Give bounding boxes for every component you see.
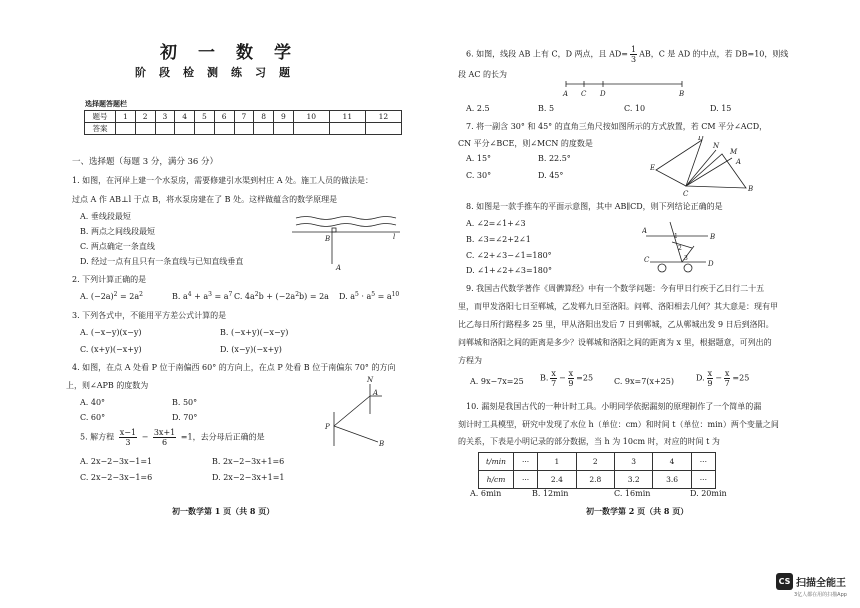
answer-card-header-row <box>85 111 402 123</box>
answer-box[interactable] <box>329 123 365 135</box>
q2-option-a: A. $(-2a)^2 = 2a^2$ <box>80 291 143 301</box>
table-cell: 2.4 <box>538 471 576 489</box>
answer-card-cell: 9 <box>274 111 294 123</box>
q8-option-c: C. ∠2+∠3−∠1=180° <box>466 251 552 260</box>
q3-option-d: D. (x−y)(−x+y) <box>220 345 282 354</box>
table-cell: 3.2 <box>614 471 652 489</box>
fig-label-a: A <box>373 389 379 397</box>
segment-figure <box>556 78 696 98</box>
answer-card-cell: 1 <box>116 111 136 123</box>
q10-line1: 10. 漏刻是我国古代的一种计时工具。小明同学依据漏刻的原理制作了一个简单的漏 <box>466 402 762 411</box>
q9-line3: 比乙每日所行路程多 25 里，甲从洛阳出发后 7 日到郸城，乙从郸城出发 9 日后到洛阳。 <box>458 320 774 329</box>
table-cell: t/min <box>479 453 514 471</box>
q3-option-a: A. (−x−y)(x−y) <box>80 328 142 337</box>
answer-card-cell: 11 <box>329 111 365 123</box>
scanner-logo: CS <box>776 573 793 590</box>
q7-line1: 7. 将一副含 30° 和 45° 的直角三角尺按如图所示的方式放置，若 CM 平分∠ACD， <box>466 122 768 131</box>
q1-option-c: C. 两点确定一条直线 <box>80 242 155 251</box>
q9-option-d: D. $\frac{x}{9}$ − $\frac{x}{7}$ =25 <box>696 369 750 388</box>
fig-label-m: M <box>730 148 738 156</box>
answer-card-cell: 3 <box>155 111 175 123</box>
q9-line4: 问郸城和洛阳之间的距离是多少？设郸城和洛阳之间的距离为 x 里，根据题意，可列出的 <box>458 338 772 347</box>
q10-option-d: D. 20min <box>690 489 727 498</box>
fig-label-2: 2 <box>678 245 682 252</box>
fig-label-b: B <box>325 235 331 243</box>
q5-option-c: C. 2x−2−3x−1=6 <box>80 473 153 482</box>
table-cell: ··· <box>514 453 538 471</box>
answer-card-cell: 7 <box>234 111 254 123</box>
answer-card-cell: 10 <box>293 111 329 123</box>
fig-label-1: 1 <box>674 233 678 240</box>
q2-stem: 2. 下列计算正确的是 <box>72 275 147 284</box>
q3-stem: 3. 下列各式中，不能用平方差公式计算的是 <box>72 311 227 320</box>
scanner-app-name: 扫描全能王 <box>796 578 846 589</box>
fig-label-b: B <box>679 90 685 98</box>
q8-option-a: A. ∠2=∠1+∠3 <box>466 219 526 228</box>
q5-option-d: D. 2x−2−3x+1=1 <box>212 473 285 482</box>
fig-label-b: B <box>748 185 754 193</box>
q10-line2: 刻计时工具模型，研究中发现了水位 h（单位：cm）和时间 t（单位：min）两个变量之间 <box>458 420 779 429</box>
q7-option-c: C. 30° <box>466 171 492 180</box>
answer-card-cell: 6 <box>214 111 234 123</box>
q4-line2: 上，则∠APB 的度数为 <box>66 381 149 390</box>
q9-line1: 9. 我国古代数学著作《周髀算经》中有一个数学问题：今有甲日行疾于乙日行二十五 <box>466 284 765 293</box>
answer-box[interactable] <box>155 123 175 135</box>
q5-option-b: B. 2x−2−3x+1=6 <box>212 457 285 466</box>
answer-box[interactable] <box>214 123 234 135</box>
river-figure <box>292 212 404 272</box>
q7-line2: CN 平分∠BCE，则∠MCN 的度数是 <box>458 139 593 148</box>
table-row <box>479 471 716 489</box>
table-cell: 4 <box>653 453 691 471</box>
fig-label-a: A <box>563 90 569 98</box>
answer-box[interactable] <box>135 123 155 135</box>
answer-box[interactable] <box>175 123 195 135</box>
q1-option-a: A. 垂线段最短 <box>80 212 131 221</box>
page-title: 初 一 数 学 <box>160 43 293 63</box>
q3-option-b: B. (−x+y)(−x−y) <box>220 328 289 337</box>
table-cell: h/cm <box>479 471 514 489</box>
fig-label-a: A <box>736 158 742 166</box>
q6-line1: 6. 如图，线段 AB 上有 C，D 两点，且 AD= $\frac{1}{3}$ AB，C 是 AD 的中点，若 DB=10，则线 <box>466 45 789 64</box>
cart-figure <box>642 218 722 278</box>
fig-label-d: D <box>600 90 606 98</box>
fig-label-c: C <box>644 256 650 264</box>
q9-option-b: B. $\frac{x}{7}$ − $\frac{x}{9}$ =25 <box>540 369 594 388</box>
q8-option-b: B. ∠3=∠2+2∠1 <box>466 235 531 244</box>
q3-option-c: C. (x+y)(−x+y) <box>80 345 142 354</box>
answer-box[interactable] <box>116 123 136 135</box>
q2-option-b: B. $a^4 + a^3 = a^7$ <box>172 291 233 301</box>
q10-option-b: B. 12min <box>532 489 569 498</box>
table-row <box>479 453 716 471</box>
q9-line5: 方程为 <box>458 356 482 365</box>
fig-label-a: A <box>336 264 342 272</box>
q7-option-a: A. 15° <box>466 154 492 163</box>
q4-option-a: A. 40° <box>80 398 106 407</box>
q9-option-c: C. 9x=7(x+25) <box>614 377 674 386</box>
fig-label-b: B <box>379 440 385 448</box>
q4-option-c: C. 60° <box>80 413 106 422</box>
answer-card-label: 选择题答题栏 <box>85 99 127 108</box>
q4-line1: 4. 如图，在点 A 处看 P 位于南偏西 60° 的方向上，在点 P 处看 B 位于南偏东 70° 的方向 <box>72 363 396 372</box>
table-cell: 2.8 <box>576 471 614 489</box>
q8-option-d: D. ∠1+∠2+∠3=180° <box>466 266 552 275</box>
answer-box[interactable] <box>293 123 329 135</box>
answer-box[interactable] <box>365 123 401 135</box>
q7-option-d: D. 45° <box>538 171 564 180</box>
answer-card-table <box>84 110 402 135</box>
table-cell: 3.6 <box>653 471 691 489</box>
fig-label-b: B <box>710 233 716 241</box>
section-heading: 一、选择题（每题 3 分，满分 36 分） <box>72 157 219 167</box>
scanner-tagline: 3亿人都在用的扫描App <box>794 592 847 598</box>
answer-box[interactable] <box>234 123 254 135</box>
q2-option-c: C. $4a^2b + (-2a^2b) = 2a$ <box>234 291 329 301</box>
table-cell: ··· <box>691 471 715 489</box>
scanner-watermark <box>776 572 856 602</box>
answer-card-cell: 答案 <box>85 123 116 135</box>
data-table <box>478 452 716 489</box>
answer-card-answer-row <box>85 123 402 135</box>
q10-option-c: C. 16min <box>614 489 651 498</box>
page-footer: 初一数学第 1 页（共 8 页） <box>172 506 275 516</box>
fig-label-d: D <box>698 136 704 142</box>
q10-line3: 的关系，下表是小明记录的部分数据，当 h 为 10cm 时，对应的时间 t 为 <box>458 437 720 446</box>
q1-option-b: B. 两点之间线段最短 <box>80 227 155 236</box>
q6-option-b: B. 5 <box>538 104 555 113</box>
answer-card-cell: 4 <box>175 111 195 123</box>
answer-box[interactable] <box>195 123 215 135</box>
answer-card-cell: 12 <box>365 111 401 123</box>
q6-option-a: A. 2.5 <box>466 104 490 113</box>
table-cell: 2 <box>576 453 614 471</box>
q6-option-c: C. 10 <box>624 104 646 113</box>
table-cell: ··· <box>514 471 538 489</box>
answer-card-cell: 2 <box>135 111 155 123</box>
fig-label-d: D <box>708 260 714 268</box>
triangle-figure <box>650 136 760 198</box>
fig-label-3: 3 <box>684 255 688 262</box>
fig-label-e: E <box>650 164 656 172</box>
q9-line2: 里，而甲发洛阳七日至郸城，乙发郸九日至洛阳。问郸、洛阳相去几何？其大意是：现有甲 <box>458 302 778 311</box>
q5-option-a: A. 2x−2−3x−1=1 <box>80 457 153 466</box>
answer-box[interactable] <box>274 123 294 135</box>
direction-figure <box>318 374 390 454</box>
q4-option-d: D. 70° <box>172 413 198 422</box>
fig-label-a: A <box>642 227 648 235</box>
table-cell: 3 <box>614 453 652 471</box>
answer-box[interactable] <box>254 123 274 135</box>
fig-label-c: C <box>683 190 689 198</box>
fig-label-p: P <box>325 423 330 431</box>
q4-option-b: B. 50° <box>172 398 198 407</box>
table-cell: 1 <box>538 453 576 471</box>
fig-label-n: N <box>713 142 720 150</box>
q1-line1: 1. 如图，在河岸上建一个水泵房，需要修建引水渠到村庄 A 处。施工人员的做法是： <box>72 176 374 185</box>
answer-card-cell: 题号 <box>85 111 116 123</box>
q1-option-d: D. 经过一点有且只有一条直线与已知直线垂直 <box>80 257 244 266</box>
fig-label-n: N <box>367 376 374 384</box>
table-cell: ··· <box>691 453 715 471</box>
q10-option-a: A. 6min <box>470 489 502 498</box>
q5-stem: 5. 解方程 $\frac{x-1}{3}$ − $\frac{3x+1}{6}$ =1，去分母后正确的是 <box>80 428 265 447</box>
q7-option-b: B. 22.5° <box>538 154 571 163</box>
q6-option-d: D. 15 <box>710 104 732 113</box>
q9-option-a: A. 9x−7x=25 <box>470 377 524 386</box>
answer-card-cell: 5 <box>195 111 215 123</box>
q8-stem: 8. 如图是一款手推车的平面示意图，其中 AB∥CD，则下列结论正确的是 <box>466 202 723 211</box>
page-footer: 初一数学第 2 页（共 8 页） <box>586 506 689 516</box>
q1-line2: 过点 A 作 AB⊥l 于点 B，将水泵房建在了 B 处。这样做蕴含的数学原理是 <box>72 195 338 204</box>
q2-option-d: D. $a^5 \cdot a^5 = a^{10}$ <box>339 291 400 301</box>
fig-label-l: l <box>393 233 396 241</box>
q6-line2: 段 AC 的长为 <box>458 70 507 79</box>
fig-label-c: C <box>581 90 587 98</box>
page-subtitle: 阶 段 检 测 练 习 题 <box>135 66 291 79</box>
answer-card-cell: 8 <box>254 111 274 123</box>
